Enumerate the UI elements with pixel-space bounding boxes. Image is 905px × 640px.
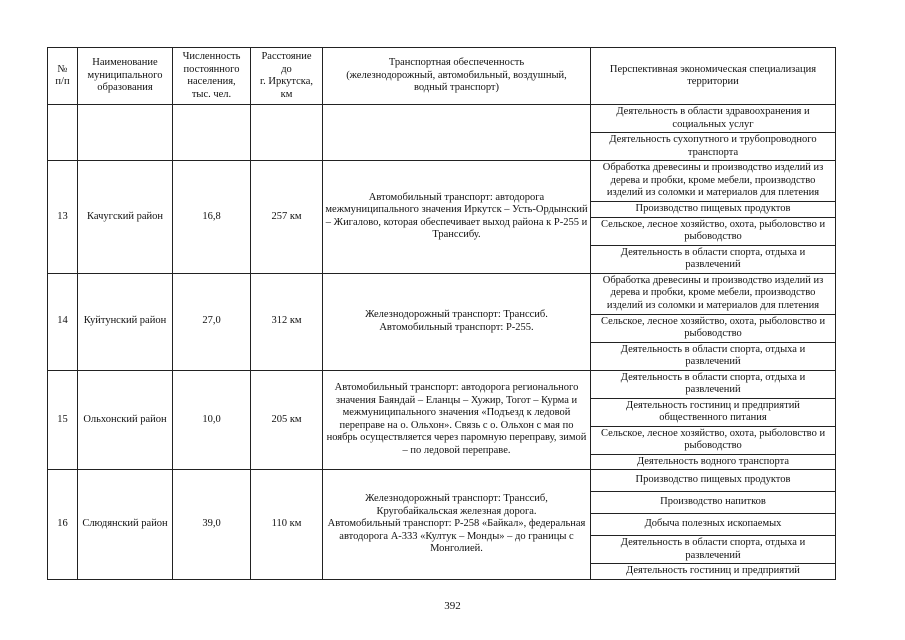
row-population: 27,0 [173,273,251,370]
header-population: Численность постоянного населения, тыс. чел. [173,48,251,105]
table-header-row [48,48,836,105]
header-num: № п/п [48,48,78,105]
spec-cell: Сельское, лесное хозяйство, охота, рыболовство и рыбоводство [591,217,836,245]
spec-cell: Деятельность в области спорта, отдыха и развлечений [591,370,836,398]
row-population: 10,0 [173,370,251,470]
spec-cell: Деятельность гостиниц и предприятий общественного питания [591,398,836,426]
spec-cell: Сельское, лесное хозяйство, охота, рыболовство и рыбоводство [591,314,836,342]
row-name: Слюдянский район [78,470,173,580]
spec-cell: Добыча полезных ископаемых [591,514,836,536]
spec-cell: Деятельность водного транспорта [591,454,836,470]
spec-cell: Обработка древесины и производство изделий из дерева и пробки, кроме мебели, производство изделий из соломки и материалов для плетения [591,161,836,202]
table-row [48,470,836,492]
header-distance: Расстояние до г. Иркутска, км [251,48,323,105]
row-num: 15 [48,370,78,470]
row-num: 16 [48,470,78,580]
row-distance: 205 км [251,370,323,470]
row-population: 16,8 [173,161,251,274]
header-name: Наименование муниципального образования [78,48,173,105]
row-distance: 312 км [251,273,323,370]
row-transport: Автомобильный транспорт: автодорога межмуниципального значения Иркутск – Усть-Ордынский – Жигалово, которая обеспечивает выход района к Р-255 и Транссибу. [323,161,591,274]
municipal-table [47,47,836,580]
row-num: 14 [48,273,78,370]
page-number: 392 [444,600,461,612]
row-transport: Железнодорожный транспорт: Транссиб, Кругобайкальская железная дорога. Автомобильный транспорт: Р-258 «Байкал», федеральная автодорога А-333 «Култук – Монды» – до границы с Монголией. [323,470,591,580]
spec-cell: Деятельность гостиниц и предприятий [591,564,836,580]
spec-cell: Деятельность в области спорта, отдыха и развлечений [591,536,836,564]
spec-cell: Производство пищевых продуктов [591,470,836,492]
table-row [48,161,836,202]
row-population: 39,0 [173,470,251,580]
spec-cell: Обработка древесины и производство изделий из дерева и пробки, кроме мебели, производство изделий из соломки и материалов для плетения [591,273,836,314]
row-num: 13 [48,161,78,274]
row-name: Качугский район [78,161,173,274]
spec-cell: Производство пищевых продуктов [591,202,836,218]
table-row [48,370,836,398]
header-transport: Транспортная обеспеченность (железнодорожный, автомобильный, воздушный, водный транспорт) [323,48,591,105]
row-name: Ольхонский район [78,370,173,470]
spec-cell: Деятельность сухопутного и трубопроводного транспорта [591,133,836,161]
row-transport: Железнодорожный транспорт: Транссиб. Автомобильный транспорт: Р-255. [323,273,591,370]
spec-cell: Деятельность в области спорта, отдыха и развлечений [591,342,836,370]
header-specialization: Перспективная экономическая специализация территории [591,48,836,105]
spec-cell: Производство напитков [591,492,836,514]
continuation-row [48,105,836,133]
row-distance: 257 км [251,161,323,274]
row-transport: Автомобильный транспорт: автодорога регионального значения Баяндай – Еланцы – Хужир, Тогот – Курма и межмуниципального значения «Подъезд к ледовой переправе на о. Ольхон». Связь с о. Ольхон с мая по ноябрь осуществляется через паромную переправу, зимой – по ледовой переправе. [323,370,591,470]
row-name: Куйтунский район [78,273,173,370]
row-distance: 110 км [251,470,323,580]
spec-cell: Деятельность в области спорта, отдыха и развлечений [591,245,836,273]
spec-cell: Сельское, лесное хозяйство, охота, рыболовство и рыбоводство [591,426,836,454]
spec-cell: Деятельность в области здравоохранения и социальных услуг [591,105,836,133]
table-row [48,273,836,314]
